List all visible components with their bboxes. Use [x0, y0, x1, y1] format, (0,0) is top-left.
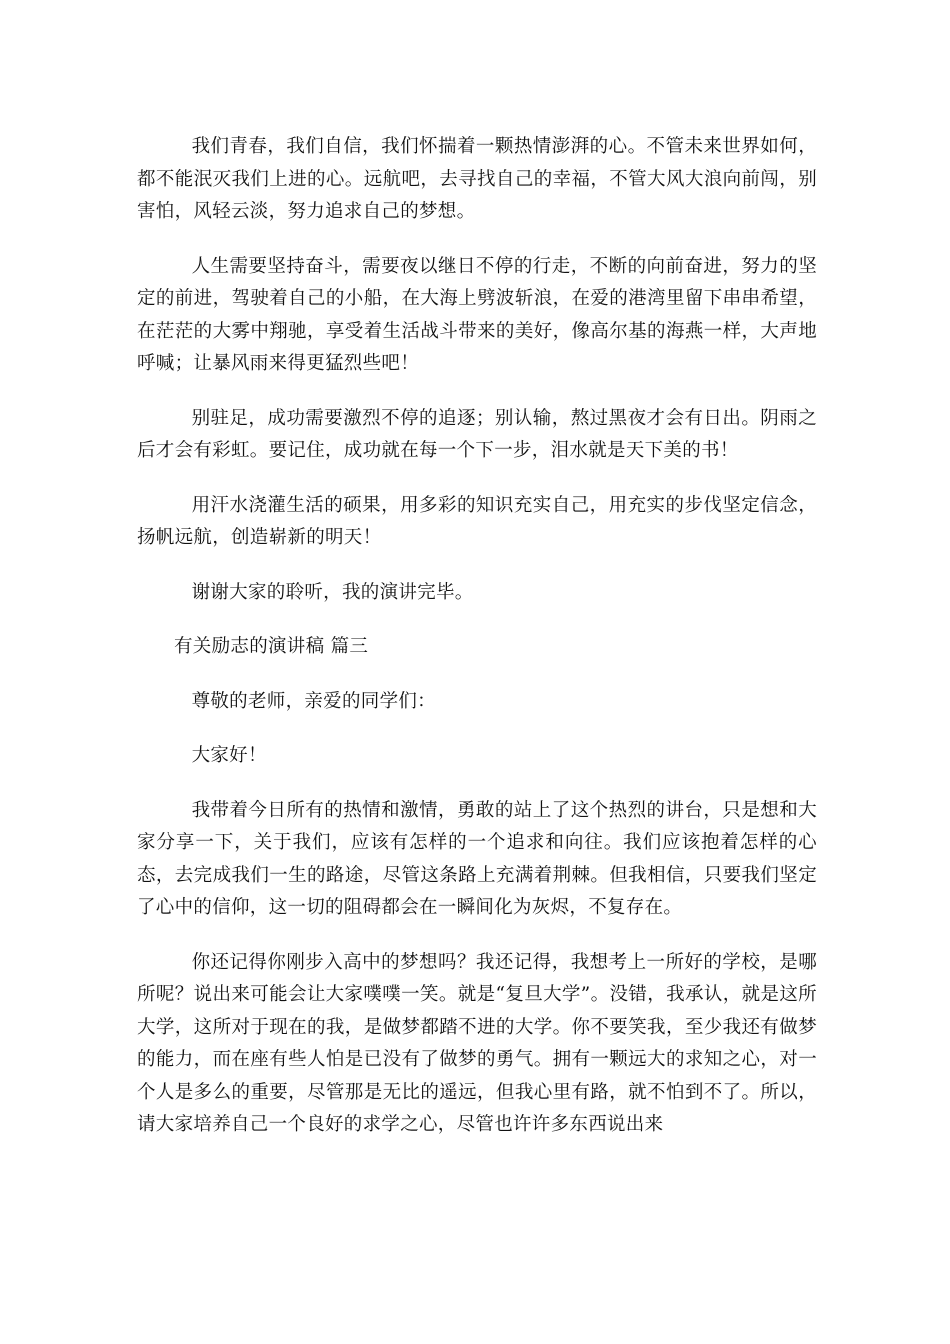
paragraph-2: 人生需要坚持奋斗，需要夜以继日不停的行走，不断的向前奋进，努力的坚定的前进，驾驶着自己的小船，在大海上劈波斩浪，在爱的港湾里留下串串希望，在茫茫的大雾中翔驰，享受着生活战斗带来的美好，像高尔基的海燕一样，大声地呼喊；让暴风雨来得更猛烈些吧！ [137, 255, 817, 374]
paragraph-6: 我带着今日所有的热情和激情，勇敢的站上了这个热烈的讲台，只是想和大家分享一下，关于我们，应该有怎样的一个追求和向往。我们应该抱着怎样的心态，去完成我们一生的路途，尽管这条路上充满着荆棘。但我相信，只要我们坚定了心中的信仰，这一切的阻碍都会在一瞬间化为灰烬，不复存在。 [137, 799, 817, 918]
paragraph-5: 谢谢大家的聆听，我的演讲完毕。 [191, 581, 474, 603]
salutation: 尊敬的老师，亲爱的同学们： [191, 690, 436, 712]
document-page [137, 131, 817, 1164]
greeting: 大家好！ [191, 745, 267, 766]
section-heading: 有关励志的演讲稿 篇三 [174, 636, 369, 657]
paragraph-7: 你还记得你刚步入高中的梦想吗？我还记得，我想考上一所好的学校，是哪所呢？说出来可能会让大家噗噗一笑。就是“复旦大学”。没错，我承认，就是这所大学，这所对于现在的我，是做梦都踏不进的大学。你不要笑我，至少我还有做梦的能力，而在座有些人怕是已没有了做梦的勇气。拥有一颗远大的求知之心，对一个人是多么的重要，尽管那是无比的遥远，但我心里有路，就不怕到不了。所以，请大家培养自己一个良好的求学之心，尽管也许许多东西说出来 [137, 951, 817, 1135]
paragraph-4: 用汗水浇灌生活的硕果，用多彩的知识充实自己，用充实的步伐坚定信念，扬帆远航，创造崭新的明天！ [137, 494, 817, 548]
paragraph-1: 我们青春，我们自信，我们怀揣着一颗热情澎湃的心。不管未来世界如何，都不能泯灭我们上进的心。远航吧，去寻找自己的幸福，不管大风大浪向前闯，别害怕，风轻云淡，努力追求自己的梦想。 [137, 136, 817, 222]
paragraph-3: 别驻足，成功需要激烈不停的追逐；别认输，熬过黑夜才会有日出。阴雨之后才会有彩虹。要记住，成功就在每一个下一步，泪水就是天下美的书！ [137, 407, 817, 461]
